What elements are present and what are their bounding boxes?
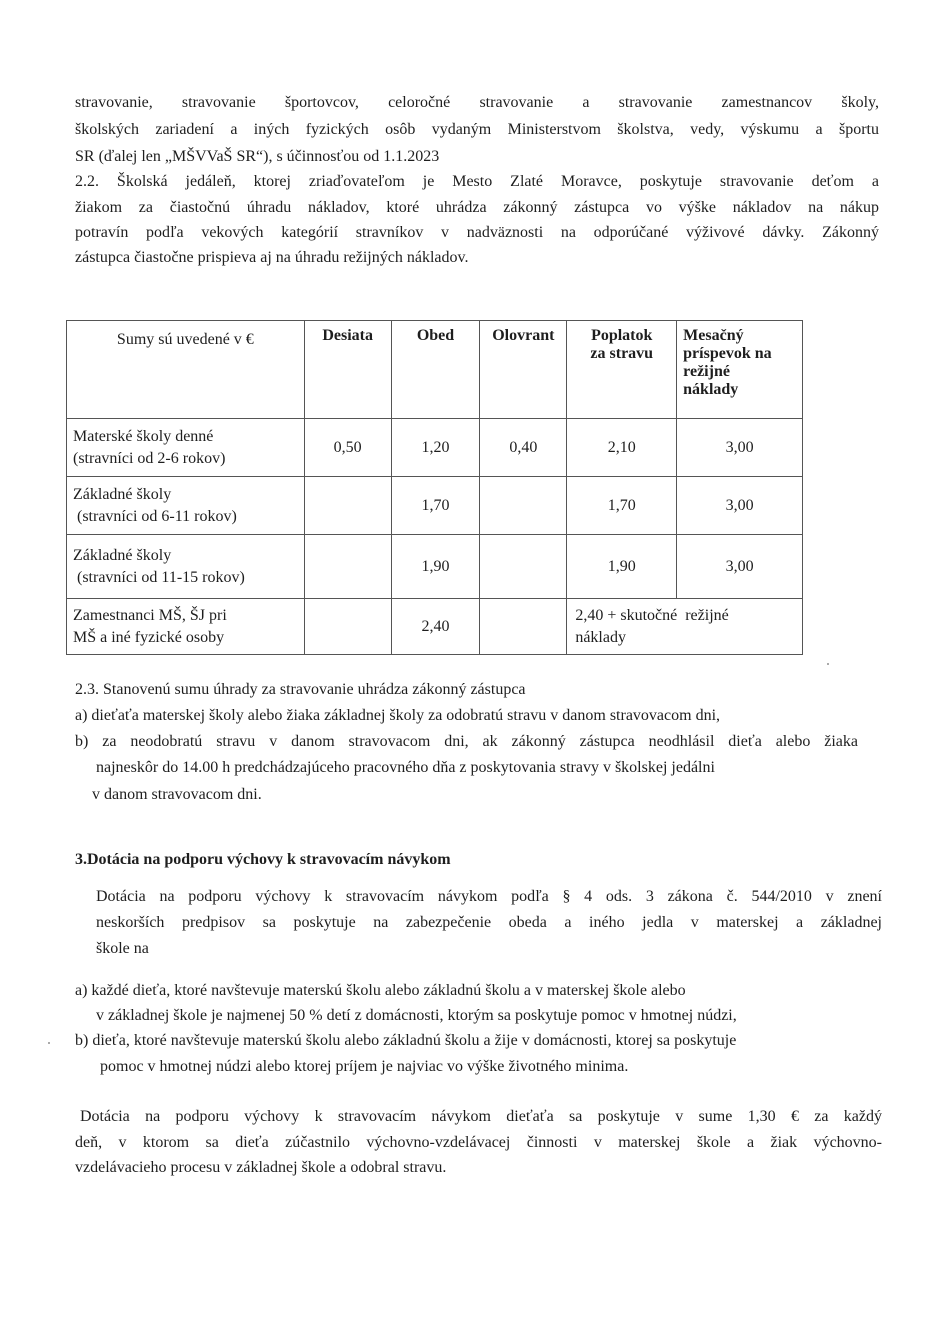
cell-poplatok: 1,90 — [567, 535, 677, 599]
row-label-line-2: MŠ a iné fyzické osoby — [73, 628, 225, 646]
intro-line-1: stravovanie, stravovanie športovcov, celoročné stravovanie a stravovanie zamestnancov školy, — [75, 94, 879, 111]
cell-olovrant — [480, 477, 567, 535]
cell-olovrant — [480, 535, 567, 599]
cell-desiata — [304, 535, 391, 599]
intro-line-3: SR (ďalej len „MŠVVaŠ SR“), s účinnosťou od 1.1.2023 — [75, 148, 440, 165]
cell-prispevok: 3,00 — [677, 477, 803, 535]
header-poplatok-line-1: Poplatok — [591, 327, 653, 344]
section-2-3-line-3: b) za neodobratú stravu v danom stravovacom dni, ak zákonný zástupca neodhlásil dieťa alebo žiaka — [75, 733, 858, 750]
combined-line-2: náklady — [575, 628, 626, 646]
header-olovrant: Olovrant — [480, 321, 567, 419]
section-3-p2-line-1: Dotácia na podporu výchovy k stravovacím návykom dieťaťa sa poskytuje v sume 1,30 € za každý — [80, 1108, 882, 1125]
meal-price-table — [66, 320, 803, 655]
section-3-item-b-line-1: b) dieťa, ktoré navštevuje materskú školu alebo základnú školu a žije v domácnosti, ktorej sa poskytuje — [75, 1032, 737, 1049]
section-2-3-line-5: v danom stravovacom dni. — [92, 786, 262, 803]
intro-line-2: školských zariadení a iných fyzických osôb vydaným Ministerstvom školstva, vedy, výskumu a športu — [75, 121, 879, 138]
row-label — [67, 535, 305, 599]
row-label-line-2: (stravníci od 2-6 rokov) — [73, 449, 226, 467]
table-row — [67, 599, 803, 655]
section-2-3-line-2: a) dieťaťa materskej školy alebo žiaka základnej školy za odobratú stravu v danom stravovacom dni, — [75, 707, 721, 724]
section-2-2-line-1: 2.2. Školská jedáleň, ktorej zriaďovateľom je Mesto Zlaté Moravce, poskytuje stravovanie deťom a — [75, 173, 879, 190]
cell-olovrant: 0,40 — [480, 419, 567, 477]
section-3-p1-line-1: Dotácia na podporu výchovy k stravovacím návykom podľa § 4 ods. 3 zákona č. 544/2010 v znení — [96, 888, 882, 905]
section-2-3-line-4: najneskôr do 14.00 h predchádzajúceho pracovného dňa z poskytovania stravy v školskej jedálni — [96, 759, 715, 776]
section-3-p2-line-2: deň, v ktorom sa dieťa zúčastnilo výchovno-vzdelávacej činnosti v materskej škole a žiak výchovno- — [75, 1134, 882, 1151]
table-header-row — [67, 321, 803, 419]
section-3-item-a-line-1: a) každé dieťa, ktoré navštevuje materskú školu alebo základnú školu a v materskej škole alebo — [75, 982, 686, 999]
section-3-heading: 3.Dotácia na podporu výchovy k stravovacím návykom — [75, 851, 451, 868]
cell-obed: 1,20 — [391, 419, 480, 477]
cell-prispevok: 3,00 — [677, 419, 803, 477]
cell-desiata — [304, 599, 391, 655]
section-2-2-line-3: potravín podľa vekových kategórií stravníkov v nadväznosti na odporúčané výživové dávky. Zákonný — [75, 224, 879, 241]
row-label-line-2: (stravníci od 6-11 rokov) — [73, 507, 237, 525]
row-label-line-1: Základné školy — [73, 485, 172, 503]
cell-obed: 1,90 — [391, 535, 480, 599]
cell-obed: 1,70 — [391, 477, 480, 535]
cell-olovrant — [480, 599, 567, 655]
header-obed: Obed — [391, 321, 480, 419]
row-label — [67, 599, 305, 655]
row-label-line-1: Zamestnanci MŠ, ŠJ pri — [73, 606, 227, 624]
row-label-line-1: Materské školy denné — [73, 427, 214, 445]
header-poplatok-line-2: za stravu — [590, 345, 654, 362]
header-amounts-in-euro: Sumy sú uvedené v € — [67, 321, 305, 419]
cell-obed: 2,40 — [391, 599, 480, 655]
combined-line-1: 2,40 + skutočné režijné — [575, 606, 729, 624]
header-desiata: Desiata — [304, 321, 391, 419]
section-3-p1-line-2: neskorších predpisov sa poskytuje na zabezpečenie obeda a iného jedla v materskej a základnej — [96, 914, 882, 931]
scan-speck — [827, 663, 829, 665]
cell-desiata — [304, 477, 391, 535]
scan-speck — [48, 1042, 50, 1044]
cell-poplatok: 2,10 — [567, 419, 677, 477]
cell-desiata: 0,50 — [304, 419, 391, 477]
section-3-p1-line-3: škole na — [96, 940, 149, 957]
row-label-line-1: Základné školy — [73, 546, 172, 564]
cell-poplatok: 1,70 — [567, 477, 677, 535]
table-row — [67, 535, 803, 599]
section-3-p2-line-3: vzdelávacieho procesu v základnej škole a odobral stravu. — [75, 1159, 447, 1176]
row-label-line-2: (stravníci od 11-15 rokov) — [73, 568, 245, 586]
header-prispevok-line-3: režijné — [683, 363, 730, 380]
cell-combined-poplatok — [567, 599, 803, 655]
table-row — [67, 477, 803, 535]
table-row — [67, 419, 803, 477]
header-mesacny-prispevok — [677, 321, 803, 419]
section-2-2-line-4: zástupca čiastočne prispieva aj na úhradu režijných nákladov. — [75, 249, 469, 266]
section-2-2-line-2: žiakom za čiastočnú úhradu nákladov, ktoré uhrádza zákonný zástupca vo výške nákladov na nákup — [75, 199, 879, 216]
header-prispevok-line-4: náklady — [683, 381, 739, 398]
cell-prispevok: 3,00 — [677, 535, 803, 599]
section-2-3-line-1: 2.3. Stanovenú sumu úhrady za stravovanie uhrádza zákonný zástupca — [75, 681, 526, 698]
section-3-item-b-line-2: pomoc v hmotnej núdzi alebo ktorej príjem je najviac vo výške životného minima. — [100, 1058, 629, 1075]
row-label — [67, 419, 305, 477]
header-prispevok-line-2: príspevok na — [683, 345, 772, 362]
section-3-item-a-line-2: v základnej škole je najmenej 50 % detí z domácnosti, ktorým sa poskytuje pomoc v hmotnej núdzi, — [96, 1007, 737, 1024]
header-prispevok-line-1: Mesačný — [683, 327, 744, 344]
header-poplatok — [567, 321, 677, 419]
row-label — [67, 477, 305, 535]
